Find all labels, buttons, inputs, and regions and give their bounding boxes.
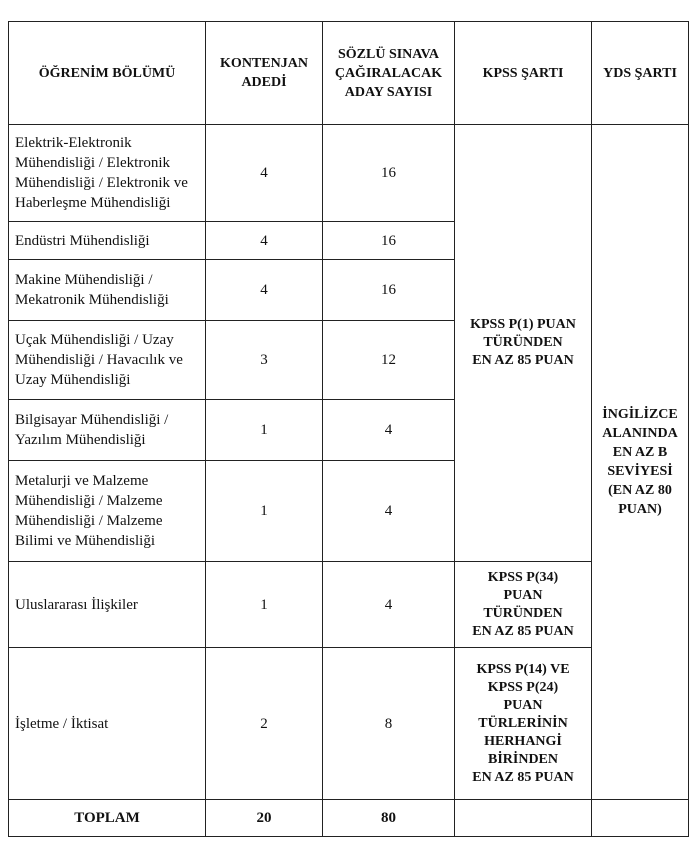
header-kpss: KPSS ŞARTI bbox=[455, 22, 592, 125]
program-cell: Uluslararası İlişkiler bbox=[9, 562, 206, 648]
header-quota: KONTENJAN ADEDİ bbox=[206, 22, 323, 125]
yds-condition: İNGİLİZCE ALANINDA EN AZ B SEVİYESİ (EN AZ 80 PUAN) bbox=[592, 125, 689, 800]
kpss-condition-international: KPSS P(34) PUAN TÜRÜNDEN EN AZ 85 PUAN bbox=[455, 562, 592, 648]
program-cell: İşletme / İktisat bbox=[9, 648, 206, 800]
quota-cell: 4 bbox=[206, 222, 323, 260]
candidates-cell: 12 bbox=[323, 321, 455, 400]
quota-cell: 1 bbox=[206, 461, 323, 562]
table-row bbox=[9, 562, 689, 648]
total-row bbox=[9, 800, 689, 837]
total-kpss-empty bbox=[455, 800, 592, 837]
program-cell: Uçak Mühendisliği / Uzay Mühendisliği / Havacılık ve Uzay Mühendisliği bbox=[9, 321, 206, 400]
kpss-condition-business: KPSS P(14) VE KPSS P(24) PUAN TÜRLERİNİN HERHANGİ BİRİNDEN EN AZ 85 PUAN bbox=[455, 648, 592, 800]
quota-cell: 2 bbox=[206, 648, 323, 800]
header-yds: YDS ŞARTI bbox=[592, 22, 689, 125]
program-cell: Makine Mühendisliği / Mekatronik Mühendisliği bbox=[9, 260, 206, 321]
candidates-cell: 4 bbox=[323, 461, 455, 562]
kpss-condition-engineering: KPSS P(1) PUAN TÜRÜNDEN EN AZ 85 PUAN bbox=[455, 125, 592, 562]
program-cell: Bilgisayar Mühendisliği / Yazılım Mühendisliği bbox=[9, 400, 206, 461]
header-row bbox=[9, 22, 689, 125]
quota-cell: 3 bbox=[206, 321, 323, 400]
quota-table bbox=[8, 21, 689, 837]
quota-cell: 4 bbox=[206, 260, 323, 321]
program-cell: Elektrik-Elektronik Mühendisliği / Elektronik Mühendisliği / Elektronik ve Haberleşme Mühendisliği bbox=[9, 125, 206, 222]
candidates-cell: 4 bbox=[323, 400, 455, 461]
program-cell: Metalurji ve Malzeme Mühendisliği / Malzeme Mühendisliği / Malzeme Bilimi ve Mühendisliği bbox=[9, 461, 206, 562]
program-cell: Endüstri Mühendisliği bbox=[9, 222, 206, 260]
total-label: TOPLAM bbox=[9, 800, 206, 837]
quota-cell: 4 bbox=[206, 125, 323, 222]
total-quota: 20 bbox=[206, 800, 323, 837]
table-row bbox=[9, 125, 689, 222]
candidates-cell: 8 bbox=[323, 648, 455, 800]
quota-cell: 1 bbox=[206, 400, 323, 461]
candidates-cell: 16 bbox=[323, 125, 455, 222]
candidates-cell: 16 bbox=[323, 260, 455, 321]
candidates-cell: 16 bbox=[323, 222, 455, 260]
header-program: ÖĞRENİM BÖLÜMÜ bbox=[9, 22, 206, 125]
table-row bbox=[9, 648, 689, 800]
header-oral-exam: SÖZLÜ SINAVA ÇAĞIRALACAK ADAY SAYISI bbox=[323, 22, 455, 125]
total-candidates: 80 bbox=[323, 800, 455, 837]
candidates-cell: 4 bbox=[323, 562, 455, 648]
total-yds-empty bbox=[592, 800, 689, 837]
quota-cell: 1 bbox=[206, 562, 323, 648]
